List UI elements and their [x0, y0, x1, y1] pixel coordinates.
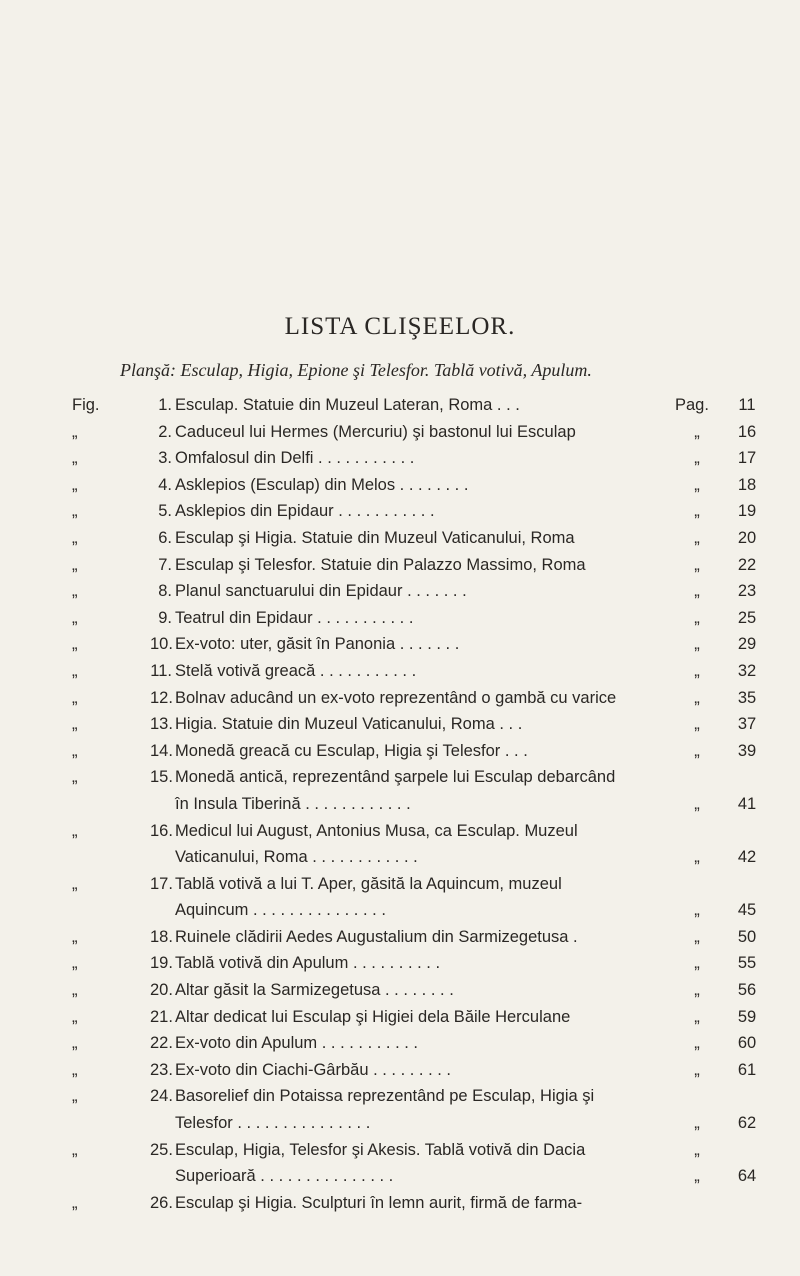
- entry-prefix: „: [72, 502, 78, 521]
- page-number: 22: [737, 555, 757, 574]
- figure-caption: Aquincum . . . . . . . . . . . . . . .: [175, 901, 386, 920]
- figure-entry: [0, 711, 800, 738]
- page-number: 45: [737, 901, 757, 920]
- figure-entry-continuation: [0, 791, 800, 818]
- page-number: 61: [737, 1060, 757, 1079]
- page-ditto: „: [694, 555, 700, 574]
- figure-number: 13.: [150, 715, 173, 734]
- entry-prefix: „: [72, 741, 78, 760]
- entry-prefix: „: [72, 475, 78, 494]
- page-ditto: „: [694, 901, 700, 920]
- entry-prefix: „: [72, 528, 78, 547]
- entry-prefix: „: [72, 635, 78, 654]
- page-number: 37: [737, 715, 757, 734]
- figure-entry: [0, 578, 800, 605]
- figure-number: 1.: [158, 396, 172, 414]
- figure-caption: Tablă votivă a lui T. Aper, găsită la Aquincum, muzeul: [175, 874, 562, 893]
- figure-number: 2.: [158, 422, 172, 441]
- entry-prefix: „: [72, 927, 78, 946]
- figure-entry: [0, 498, 800, 525]
- page-number: 32: [737, 661, 757, 680]
- figure-number: 4.: [158, 475, 172, 494]
- page-ditto: „: [694, 1007, 700, 1026]
- figure-entry: [0, 1004, 800, 1031]
- page-number: 20: [737, 528, 757, 547]
- page-number: 16: [737, 422, 757, 441]
- figure-number: 18.: [150, 927, 173, 946]
- page-number: 18: [737, 475, 757, 494]
- figure-caption: Medicul lui August, Antonius Musa, ca Esculap. Muzeul: [175, 821, 578, 840]
- figure-number: 17.: [150, 874, 173, 893]
- page-number: 39: [737, 741, 757, 760]
- figure-number: 8.: [158, 582, 172, 601]
- figure-entry: [0, 1083, 800, 1110]
- page-number: 11: [738, 396, 756, 414]
- figure-caption: Stelă votivă greacă . . . . . . . . . . .: [175, 661, 417, 680]
- entry-prefix: „: [72, 981, 78, 1000]
- figure-entry: [0, 1030, 800, 1057]
- figure-caption: Altar dedicat lui Esculap şi Higiei dela Băile Herculane: [175, 1007, 571, 1026]
- figure-caption: Altar găsit la Sarmizegetusa . . . . . . . .: [175, 981, 454, 1000]
- entry-prefix: „: [72, 715, 78, 734]
- entry-prefix: „: [72, 954, 78, 973]
- figure-entry: [0, 445, 800, 472]
- figure-entry: [0, 525, 800, 552]
- page-number: 23: [737, 582, 757, 601]
- page-ditto: „: [694, 981, 700, 1000]
- figure-caption: Ex-voto din Ciachi-Gârbău . . . . . . . . .: [175, 1060, 452, 1079]
- page-number: 17: [737, 449, 757, 468]
- page-ditto: „: [694, 635, 700, 654]
- page-number: 41: [737, 794, 757, 813]
- page-number: 64: [737, 1167, 757, 1186]
- page-number: 19: [737, 502, 757, 521]
- figure-number: 22.: [150, 1034, 173, 1053]
- entry-prefix: „: [72, 449, 78, 468]
- page-number: 35: [737, 688, 757, 707]
- figure-number: 16.: [150, 821, 173, 840]
- figure-caption: Asklepios din Epidaur . . . . . . . . . . .: [175, 502, 435, 521]
- page-ditto: „: [694, 582, 700, 601]
- figure-caption: Monedă antică, reprezentând şarpele lui Esculap debarcând: [175, 768, 616, 787]
- figure-entry: [0, 685, 800, 712]
- page-ditto: „: [694, 954, 700, 973]
- figure-number: 14.: [150, 741, 173, 760]
- entry-prefix: „: [72, 1007, 78, 1026]
- figure-number: 7.: [158, 555, 172, 574]
- page-ditto: „: [694, 502, 700, 521]
- figure-number: 12.: [150, 688, 173, 707]
- figure-list: [0, 392, 800, 1216]
- figure-entry: [0, 1137, 800, 1164]
- page-number: 25: [737, 608, 757, 627]
- page-ditto: „: [694, 449, 700, 468]
- figure-entry: [0, 764, 800, 791]
- figure-entry: [0, 950, 800, 977]
- page-ditto: „: [694, 1140, 700, 1159]
- figure-entry-continuation: [0, 1110, 800, 1137]
- figure-caption: Esculap, Higia, Telesfor şi Akesis. Tablă votivă din Dacia: [175, 1140, 586, 1159]
- figure-entry: [0, 419, 800, 446]
- figure-number: 10.: [150, 635, 173, 654]
- page-ditto: „: [694, 528, 700, 547]
- entry-prefix: „: [72, 1087, 78, 1106]
- figure-number: 24.: [150, 1087, 173, 1106]
- figure-caption: Caduceul lui Hermes (Mercuriu) şi bastonul lui Esculap: [175, 422, 576, 441]
- figure-entry: [0, 658, 800, 685]
- page-number: 55: [737, 954, 757, 973]
- entry-prefix: „: [72, 688, 78, 707]
- figure-entry: [0, 977, 800, 1004]
- figure-number: 5.: [158, 502, 172, 521]
- entry-prefix: „: [72, 1060, 78, 1079]
- page-number: 56: [737, 981, 757, 1000]
- page-ditto: „: [694, 688, 700, 707]
- figure-caption: Esculap şi Telesfor. Statuie din Palazzo Massimo, Roma: [175, 555, 586, 574]
- page-ditto: „: [694, 1167, 700, 1186]
- page-number: 42: [737, 848, 757, 867]
- entry-prefix: „: [72, 1034, 78, 1053]
- figure-caption: Teatrul din Epidaur . . . . . . . . . . .: [175, 608, 414, 627]
- figure-entry: [0, 924, 800, 951]
- figure-number: 11.: [150, 661, 172, 680]
- figure-caption: Asklepios (Esculap) din Melos . . . . . . . .: [175, 475, 469, 494]
- figure-caption: Vaticanului, Roma . . . . . . . . . . . .: [175, 848, 418, 867]
- figure-caption: Esculap. Statuie din Muzeul Lateran, Roma . . .: [175, 396, 520, 414]
- figure-entry: [0, 605, 800, 632]
- entry-prefix: „: [72, 661, 78, 680]
- figure-number: 19.: [150, 954, 173, 973]
- entry-prefix: „: [72, 874, 78, 893]
- entry-prefix: „: [72, 1140, 78, 1159]
- page-ditto: „: [694, 475, 700, 494]
- figure-number: 26.: [150, 1193, 173, 1212]
- figure-caption: în Insula Tiberină . . . . . . . . . . . .: [175, 794, 411, 813]
- figure-caption: Esculap şi Higia. Statuie din Muzeul Vaticanului, Roma: [175, 528, 575, 547]
- figure-entry: [0, 631, 800, 658]
- page-number: 29: [737, 635, 757, 654]
- figure-caption: Omfalosul din Delfi . . . . . . . . . . .: [175, 449, 415, 468]
- entry-prefix: „: [72, 422, 78, 441]
- page-ditto: „: [694, 741, 700, 760]
- figure-entry-continuation: [0, 1163, 800, 1190]
- page-ditto: „: [694, 1114, 700, 1133]
- page-ditto: „: [694, 1034, 700, 1053]
- entry-prefix: „: [72, 555, 78, 574]
- figure-caption: Superioară . . . . . . . . . . . . . . .: [175, 1167, 394, 1186]
- figure-caption: Planul sanctuarului din Epidaur . . . . . . .: [175, 582, 467, 601]
- figure-caption: Ruinele clădirii Aedes Augustalium din Sarmizegetusa .: [175, 927, 578, 946]
- entry-prefix: „: [72, 1193, 78, 1212]
- plate-caption: Planşă: Esculap, Higia, Epione şi Telesfor. Tablă votivă, Apulum.: [120, 360, 592, 380]
- figure-number: 21.: [150, 1007, 173, 1026]
- page-title: LISTA CLIŞEELOR.: [284, 313, 516, 340]
- entry-prefix: „: [72, 608, 78, 627]
- entry-prefix: „: [72, 768, 78, 787]
- figure-entry: [0, 871, 800, 898]
- figure-number: 23.: [150, 1060, 173, 1079]
- entry-prefix: „: [72, 821, 78, 840]
- page-number: 60: [737, 1034, 757, 1053]
- figure-caption: Monedă greacă cu Esculap, Higia şi Telesfor . . .: [175, 741, 528, 760]
- figure-entry: [0, 392, 800, 419]
- figure-entry: [0, 1190, 800, 1217]
- page-ditto: „: [694, 927, 700, 946]
- entry-prefix: „: [72, 582, 78, 601]
- figure-entry: [0, 1057, 800, 1084]
- figure-number: 9.: [158, 608, 172, 627]
- figure-caption: Bolnav aducând un ex-voto reprezentând o gambă cu varice: [175, 688, 617, 707]
- figure-number: 3.: [158, 449, 172, 468]
- page-ditto: „: [694, 848, 700, 867]
- figure-number: 15.: [150, 768, 173, 787]
- figure-number: 6.: [158, 528, 172, 547]
- figure-caption: Esculap şi Higia. Sculpturi în lemn aurit, firmă de farma-: [175, 1193, 583, 1212]
- figure-caption: Basorelief din Potaissa reprezentând pe Esculap, Higia şi: [175, 1087, 595, 1106]
- figure-caption: Telesfor . . . . . . . . . . . . . . .: [175, 1114, 371, 1133]
- figure-entry: [0, 818, 800, 845]
- page-number: 50: [737, 927, 757, 946]
- page-ditto: „: [694, 1060, 700, 1079]
- figure-caption: Ex-voto: uter, găsit în Panonia . . . . . . .: [175, 635, 460, 654]
- entry-prefix: Fig.: [72, 396, 100, 414]
- figure-caption: Tablă votivă din Apulum . . . . . . . . . .: [175, 954, 441, 973]
- figure-caption: Higia. Statuie din Muzeul Vaticanului, Roma . . .: [175, 715, 523, 734]
- page-number: 59: [737, 1007, 757, 1026]
- page-number: 62: [737, 1114, 757, 1133]
- figure-number: 25.: [150, 1140, 173, 1159]
- page-ditto: „: [694, 715, 700, 734]
- page-ditto: „: [694, 608, 700, 627]
- page-label: Pag.: [675, 396, 709, 414]
- figure-entry-continuation: [0, 897, 800, 924]
- figure-number: 20.: [150, 981, 173, 1000]
- figure-entry-continuation: [0, 844, 800, 871]
- page-ditto: „: [694, 661, 700, 680]
- figure-entry: [0, 552, 800, 579]
- figure-entry: [0, 472, 800, 499]
- figure-caption: Ex-voto din Apulum . . . . . . . . . . .: [175, 1034, 419, 1053]
- page-ditto: „: [694, 794, 700, 813]
- page-ditto: „: [694, 422, 700, 441]
- figure-entry: [0, 738, 800, 765]
